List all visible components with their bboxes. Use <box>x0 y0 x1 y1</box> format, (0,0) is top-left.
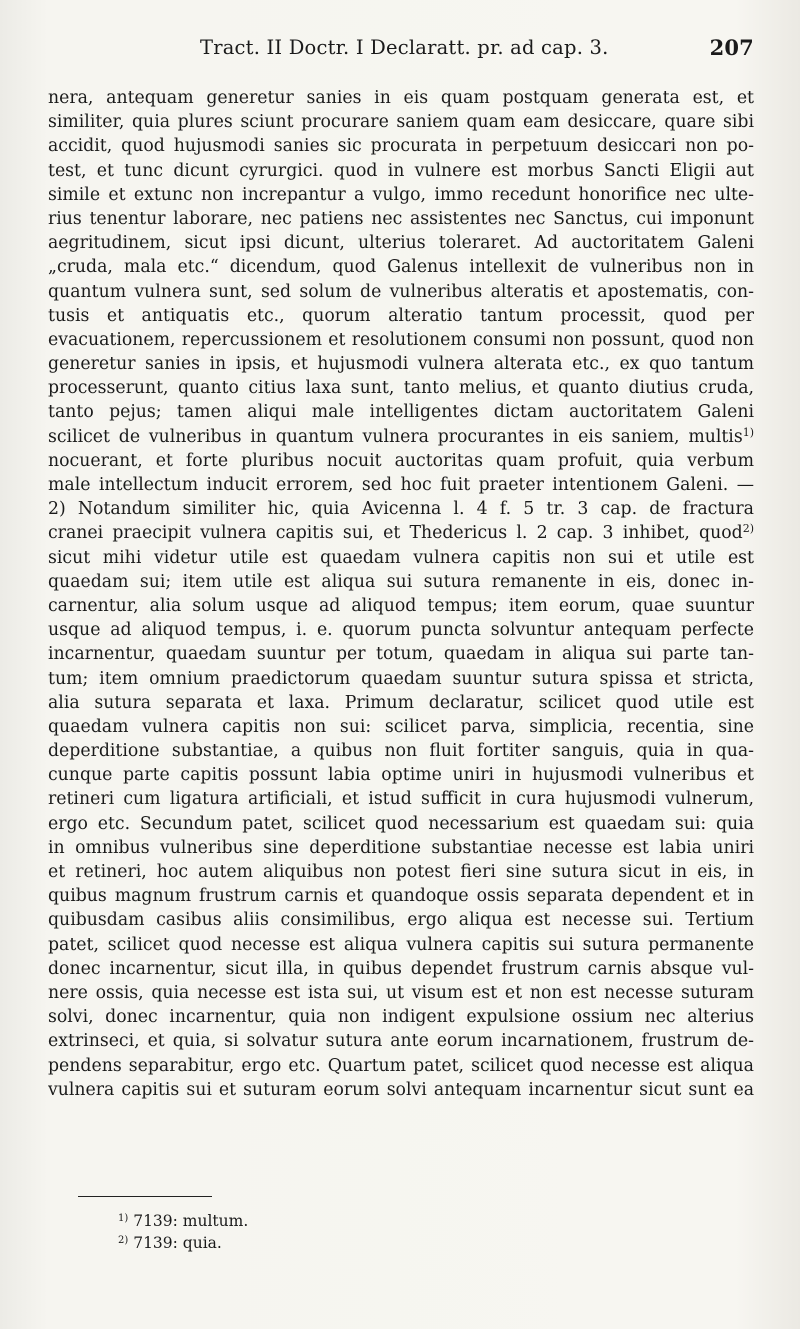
footnotes <box>118 1210 518 1254</box>
text-line: test, et tunc dicunt cyrurgici. quod in vulnere est morbus Sancti Eligii aut <box>48 160 754 181</box>
text-line: extrinseci, et quia, si solvatur sutura ante eorum incarnationem, frustrum de- <box>48 1031 754 1052</box>
text-line: simile et extunc non increpantur a vulgo, immo recedunt honorifice nec ulte- <box>48 184 754 205</box>
page-header <box>200 36 760 64</box>
text-line: evacuationem, repercussionem et resolutionem consumi non possunt, quod non <box>48 329 754 350</box>
text-line: quibusdam casibus aliis consimilibus, ergo aliqua est necesse sui. Tertium <box>48 910 754 931</box>
text-line: similiter, quia plures sciunt procurare saniem quam eam desiccare, quare sibi <box>48 112 754 133</box>
footnote-marker-1: 1) <box>742 425 754 439</box>
text-line: „cruda, mala etc.“ dicendum, quod Galenus intellexit de vulneribus non in <box>48 257 754 278</box>
text-line: deperditione substantiae, a quibus non fluit fortiter sanguis, quia in qua- <box>48 741 754 762</box>
text-line: nocuerant, et forte pluribus nocuit auctoritas quam profuit, quia verbum <box>48 450 754 471</box>
footnote <box>118 1232 518 1254</box>
text-line: processerunt, quanto citius laxa sunt, tanto melius, et quanto diutius cruda, <box>48 378 754 399</box>
text-line: male intellectum inducit errorem, sed hoc fuit praeter intentionem Galeni. — <box>48 475 754 495</box>
text-line: alia sutura separata et laxa. Primum declaratur, scilicet quod utile est <box>48 692 754 713</box>
text-line: nera, antequam generetur sanies in eis quam postquam generata est, et <box>48 88 754 108</box>
text-line: carnentur, alia solum usque ad aliquod tempus; item eorum, quae suuntur <box>48 595 754 616</box>
text-line: quibus magnum frustrum carnis et quandoque ossis separata dependent et in <box>48 886 754 907</box>
text-line: tanto pejus; tamen aliqui male intelligentes dictam auctoritatem Galeni <box>48 402 754 423</box>
page-number: 207 <box>709 35 754 60</box>
text-line: scilicet de vulneribus in quantum vulnera procurantes in eis saniem, multis$^{1)}$ <box>48 425 754 447</box>
text-line: incarnentur, quaedam suuntur per totum, quaedam in aliqua sui parte tan- <box>48 644 754 665</box>
text-line: tusis et antiquatis etc., quorum alteratio tantum processit, quod per <box>48 305 754 326</box>
footnote-mark: 1) <box>118 1213 129 1224</box>
text-line: aegritudinem, sicut ipsi dicunt, ulterius toleraret. Ad auctoritatem Galeni <box>48 233 754 254</box>
footnote-divider <box>78 1196 212 1197</box>
footnote <box>118 1210 518 1232</box>
body-text <box>48 86 754 1102</box>
text-line: generetur sanies in ipsis, et hujusmodi vulnera alterata etc., ex quo tantum <box>48 354 754 375</box>
text-line: donec incarnentur, sicut illa, in quibus dependet frustrum carnis absque vul- <box>48 958 754 979</box>
text-line: et retineri, hoc autem aliquibus non potest fieri sine sutura sicut in eis, in <box>48 862 754 882</box>
footnote-text: 7139: quia. <box>133 1234 222 1252</box>
text-line: usque ad aliquod tempus, i. e. quorum puncta solvuntur antequam perfecte <box>48 620 754 641</box>
text-line: 2) Notandum similiter hic, quia Avicenna l. 4 f. 5 tr. 3 cap. de fractura <box>48 499 754 520</box>
text-line: rius tenentur laborare, nec patiens nec assistentes nec Sanctus, cui imponunt <box>48 208 754 229</box>
text-line: quaedam vulnera capitis non sui: scilicet parva, simplicia, recentia, sine <box>48 716 754 737</box>
text-line: ergo etc. Secundum patet, scilicet quod necessarium est quaedam sui: quia <box>48 813 754 834</box>
text-line: solvi, donec incarnentur, quia non indigent expulsione ossium nec alterius <box>48 1007 754 1028</box>
text-line: vulnera capitis sui et suturam eorum solvi antequam incarnentur sicut sunt ea <box>48 1079 754 1100</box>
footnote-mark: 2) <box>118 1235 129 1246</box>
text-line: quantum vulnera sunt, sed solum de vulneribus alteratis et apostematis, con- <box>48 281 754 302</box>
text-line: patet, scilicet quod necesse est aliqua vulnera capitis sui sutura permanente <box>48 934 754 955</box>
text-line: retineri cum ligatura artificiali, et istud sufficit in cura hujusmodi vulnerum, <box>48 789 754 810</box>
text-line: nere ossis, quia necesse est ista sui, ut visum est et non est necesse suturam <box>48 982 754 1003</box>
text-line: accidit, quod hujusmodi sanies sic procurata in perpetuum desiccari non po- <box>48 136 754 157</box>
text-line: in omnibus vulneribus sine deperditione substantiae necesse est labia uniri <box>48 837 754 858</box>
text-line: sicut mihi videtur utile est quaedam vulnera capitis non sui et utile est <box>48 547 754 568</box>
text-line: tum; item omnium praedictorum quaedam suuntur sutura spissa et stricta, <box>48 668 754 689</box>
footnote-text: 7139: multum. <box>133 1212 249 1230</box>
text-line: pendens separabitur, ergo etc. Quartum patet, scilicet quod necesse est aliqua <box>48 1055 754 1076</box>
footnote-marker-2: 2) <box>742 522 754 536</box>
text-line: cranei praecipit vulnera capitis sui, et Thedericus l. 2 cap. 3 inhibet, quod$^{2)}$ <box>48 522 754 544</box>
text-line: quaedam sui; item utile est aliqua sui sutura remanente in eis, donec in- <box>48 571 754 592</box>
running-title: Tract. II Doctr. I Declaratt. pr. ad cap. 3. <box>200 36 609 59</box>
text-line: cunque parte capitis possunt labia optime uniri in hujusmodi vulneribus et <box>48 765 754 786</box>
